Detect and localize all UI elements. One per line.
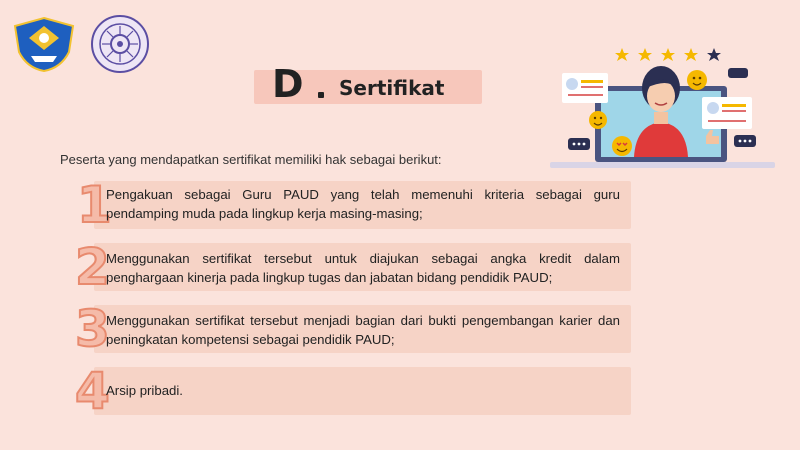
list-item-text-2: Menggunakan sertifikat tersebut untuk diajukan sebagai angka kredit dalam penghargaan kinerja pada lingkup tugas dan jabatan bidang pendidik PAUD;: [106, 251, 620, 285]
list-item-number-4: 4: [75, 362, 110, 420]
rating-review-illustration: [550, 40, 775, 168]
section-letter: D: [272, 62, 304, 106]
list-item-text-4: Arsip pribadi.: [106, 383, 183, 398]
list-item-number-2: 2: [75, 238, 110, 296]
section-letter-dot: [318, 92, 324, 98]
intro-text: Peserta yang mendapatkan sertifikat memiliki hak sebagai berikut:: [60, 152, 442, 167]
page-title: Sertifikat: [339, 76, 445, 100]
institution-seal-logo: [90, 14, 150, 74]
list-item-text-3: Menggunakan sertifikat tersebut menjadi bagian dari bukti pengembangan karier dan peningkatan kompetensi sebagai pendidik PAUD;: [106, 313, 620, 347]
list-item-text-1: Pengakuan sebagai Guru PAUD yang telah memenuhi kriteria sebagai guru pendamping muda pada lingkup kerja masing-masing;: [106, 187, 620, 221]
list-item-number-1: 1: [77, 176, 112, 234]
tut-wuri-handayani-logo: [13, 16, 75, 72]
list-item-number-3: 3: [75, 300, 110, 358]
